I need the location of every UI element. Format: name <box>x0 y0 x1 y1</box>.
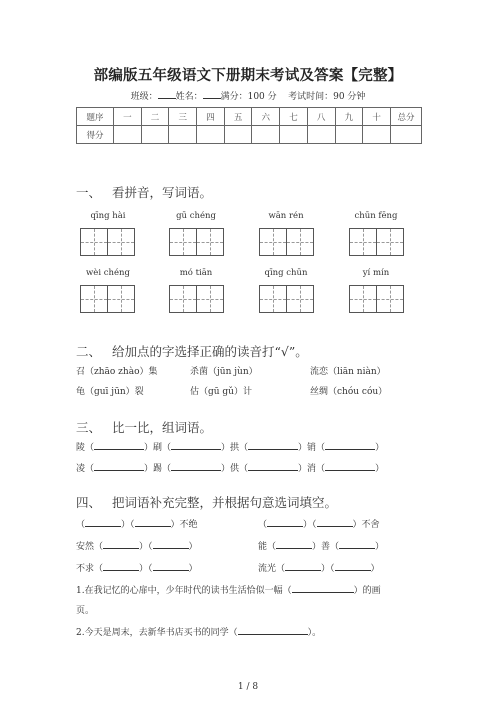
sentence-text: ）。 <box>307 628 322 638</box>
writing-box[interactable] <box>286 228 314 256</box>
word-char: 陵（ <box>76 443 95 453</box>
answer-blank[interactable] <box>276 539 312 549</box>
name-blank <box>203 90 221 99</box>
pronunciation-item: 杀菌（jūn jùn） <box>190 367 258 377</box>
idiom-text: （ <box>76 520 86 530</box>
section-number: 一、 <box>76 185 102 200</box>
answer-blank[interactable] <box>335 561 371 571</box>
score-cell[interactable] <box>280 126 308 144</box>
idiom-text: ）（ <box>121 520 135 530</box>
answer-blank[interactable] <box>317 517 353 527</box>
score-header-cell: 三 <box>169 108 197 126</box>
score-header-cell: 四 <box>197 108 225 126</box>
answer-blank[interactable] <box>135 517 171 527</box>
section-4-heading <box>76 493 337 511</box>
word-char: ）销（ <box>298 443 326 453</box>
idiom-text: ）不舍 <box>352 520 380 530</box>
score-cell[interactable] <box>141 126 169 144</box>
score-label-cell: 得分 <box>77 126 114 144</box>
writing-box[interactable] <box>196 228 224 256</box>
idiom-text: 能（ <box>258 542 277 552</box>
answer-blank[interactable] <box>325 440 375 450</box>
writing-box[interactable] <box>169 285 197 313</box>
pinyin-label: chūn fēng <box>354 211 398 221</box>
writing-box[interactable] <box>107 285 135 313</box>
score-header-cell: 八 <box>307 108 335 126</box>
idiom-item <box>76 539 198 552</box>
score-header-cell: 总分 <box>391 108 422 126</box>
score-header-cell: 二 <box>141 108 169 126</box>
writing-box[interactable] <box>376 228 404 256</box>
score-table <box>76 107 422 144</box>
pinyin-label: mó tiān <box>179 268 213 278</box>
answer-blank[interactable] <box>339 539 375 549</box>
score-header-cell: 七 <box>280 108 308 126</box>
fill-sentence-1 <box>76 583 381 596</box>
answer-blank[interactable] <box>248 440 298 450</box>
sentence-text: 1.在我记忆的心扉中，少年时代的读书生活恰似一幅（ <box>76 586 292 596</box>
section-1-heading <box>76 183 212 201</box>
sentence-text: ）的画 <box>353 586 381 596</box>
section-3-heading <box>76 418 212 436</box>
idiom-text: ） <box>370 564 380 574</box>
score-header-cell: 一 <box>114 108 142 126</box>
score-cell[interactable] <box>252 126 280 144</box>
score-cell[interactable] <box>307 126 335 144</box>
section-title: 比一比，组词语。 <box>112 420 213 435</box>
section-title: 给加点的字选择正确的读音打“√”。 <box>112 344 308 359</box>
idiom-item <box>76 517 198 530</box>
writing-box[interactable] <box>80 285 108 313</box>
fill-sentence-1-cont: 页。 <box>76 606 95 616</box>
writing-box[interactable] <box>349 228 377 256</box>
idiom-text: ）（ <box>139 542 153 552</box>
pinyin-label: wèi chéng <box>86 268 130 278</box>
answer-blank[interactable] <box>94 440 144 450</box>
answer-blank[interactable] <box>285 561 321 571</box>
score-header-cell: 六 <box>252 108 280 126</box>
idiom-text: 不求（ <box>76 564 104 574</box>
answer-blank[interactable] <box>248 461 298 471</box>
section-title: 把词语补充完整，并根据句意选词填空。 <box>112 495 338 510</box>
idiom-text: ）（ <box>321 564 335 574</box>
writing-box[interactable] <box>349 285 377 313</box>
class-label: 班级： <box>130 92 158 102</box>
answer-blank[interactable] <box>267 517 303 527</box>
answer-blank[interactable] <box>103 539 139 549</box>
pinyin-label: yí mín <box>362 268 390 278</box>
answer-blank[interactable] <box>153 561 189 571</box>
idiom-text: 安然（ <box>76 542 104 552</box>
writing-box[interactable] <box>107 228 135 256</box>
score-header-cell: 九 <box>335 108 363 126</box>
section-number: 三、 <box>76 420 102 435</box>
score-cell[interactable] <box>391 126 422 144</box>
score-header-cell: 十 <box>363 108 391 126</box>
answer-blank[interactable] <box>238 625 308 635</box>
writing-box[interactable] <box>259 285 287 313</box>
idiom-text: ）善（ <box>312 542 340 552</box>
score-cell[interactable] <box>335 126 363 144</box>
idiom-text: ） <box>375 542 385 552</box>
idiom-text: ） <box>188 542 198 552</box>
pronunciation-item: 丝绸（chóu cóu） <box>310 387 388 397</box>
score-header-row <box>77 108 422 126</box>
writing-box[interactable] <box>196 285 224 313</box>
pinyin-label: qīng hài <box>90 211 126 221</box>
writing-box[interactable] <box>286 285 314 313</box>
exam-info <box>0 89 496 102</box>
answer-blank[interactable] <box>171 461 221 471</box>
answer-blank[interactable] <box>85 517 121 527</box>
word-char: ）拱（ <box>221 443 249 453</box>
score-cell[interactable] <box>197 126 225 144</box>
section-number: 四、 <box>76 495 102 510</box>
score-header-cell: 五 <box>224 108 252 126</box>
writing-box[interactable] <box>169 228 197 256</box>
section-number: 二、 <box>76 344 102 359</box>
idiom-item <box>258 539 384 552</box>
writing-box[interactable] <box>259 228 287 256</box>
page-number: 1 / 8 <box>237 682 259 692</box>
word-char: ）踢（ <box>144 464 172 474</box>
pinyin-label: wān rén <box>268 211 304 221</box>
answer-blank[interactable] <box>325 461 375 471</box>
idiom-item <box>258 517 380 530</box>
word-pair-row <box>76 461 384 474</box>
score-cell[interactable] <box>169 126 197 144</box>
word-pair-row <box>76 440 384 453</box>
idiom-text: 流光（ <box>258 564 286 574</box>
class-blank <box>158 90 176 99</box>
pinyin-label: qīng chūn <box>264 268 308 278</box>
answer-blank[interactable] <box>94 461 144 471</box>
word-char: ） <box>375 443 385 453</box>
idiom-item <box>258 561 380 574</box>
score-cell[interactable] <box>224 126 252 144</box>
section-2-heading <box>76 342 308 360</box>
fill-sentence-2 <box>76 625 321 638</box>
pronunciation-item: 流恋（liān niàn） <box>310 367 386 377</box>
section-title: 看拼音，写词语。 <box>112 185 213 200</box>
idiom-text: ）不绝 <box>170 520 198 530</box>
pronunciation-item: 龟（guī jūn）裂 <box>76 387 144 397</box>
pinyin-label: gū chéng <box>176 211 216 221</box>
full-score: 满分：100 分 <box>220 92 277 102</box>
word-char: ）刷（ <box>144 443 172 453</box>
idiom-item <box>76 561 198 574</box>
word-char: ）供（ <box>221 464 249 474</box>
answer-blank[interactable] <box>171 440 221 450</box>
name-label: 姓名： <box>175 92 203 102</box>
document-title: 部编版五年级语文下册期末考试及答案【完整】 <box>93 67 403 84</box>
answer-blank[interactable] <box>292 583 354 593</box>
idiom-text: ）（ <box>139 564 153 574</box>
exam-time: 考试时间：90 分钟 <box>288 92 366 102</box>
idiom-text: ）（ <box>303 520 317 530</box>
word-char: ）消（ <box>298 464 326 474</box>
word-char: ） <box>375 464 385 474</box>
idiom-text: （ <box>258 520 268 530</box>
answer-blank[interactable] <box>103 561 139 571</box>
score-value-row <box>77 126 422 144</box>
score-cell[interactable] <box>114 126 142 144</box>
sentence-text: 2.今天是周末，去新华书店买书的同学（ <box>76 628 238 638</box>
score-cell[interactable] <box>363 126 391 144</box>
answer-blank[interactable] <box>153 539 189 549</box>
pronunciation-item: 估（gū gǔ）计 <box>190 387 252 397</box>
score-header-cell: 题序 <box>77 108 114 126</box>
idiom-text: ） <box>188 564 198 574</box>
writing-box[interactable] <box>376 285 404 313</box>
writing-box[interactable] <box>80 228 108 256</box>
pronunciation-item: 召（zhāo zhào）集 <box>76 367 158 377</box>
word-char: 凌（ <box>76 464 95 474</box>
